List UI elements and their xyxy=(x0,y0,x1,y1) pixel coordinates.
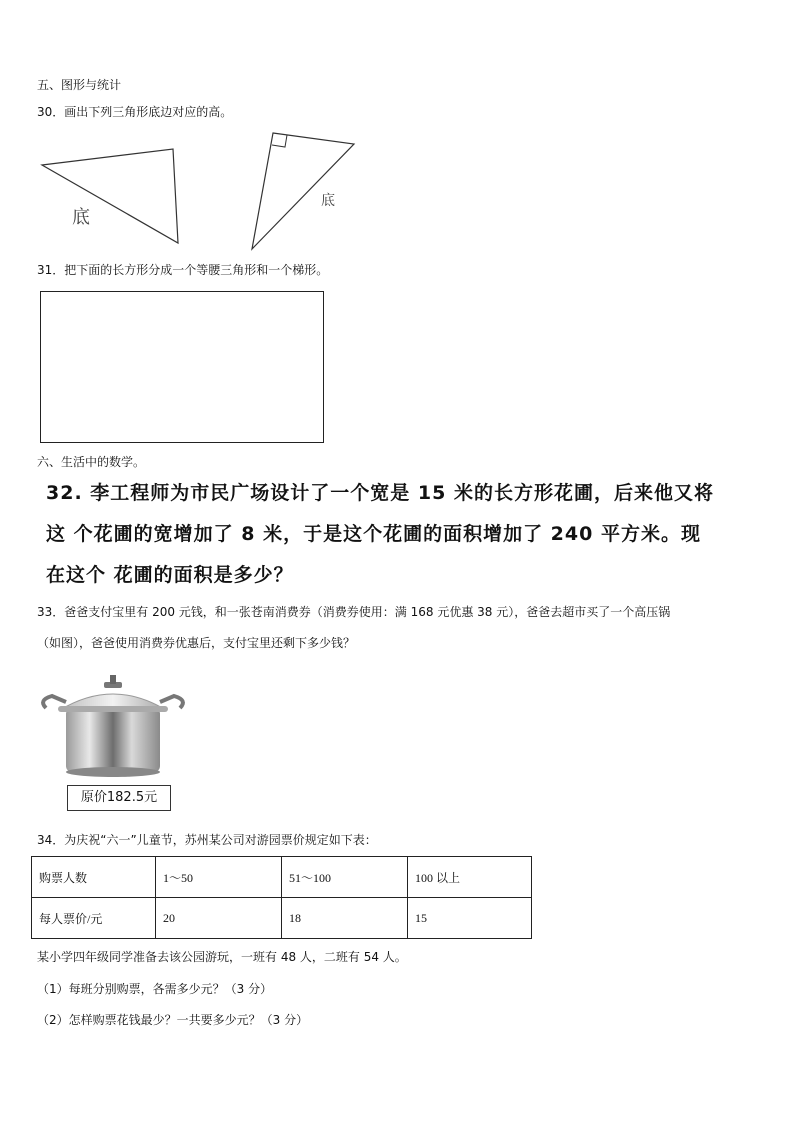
triangle-1-base-label: 底 xyxy=(72,207,90,228)
question-34-intro: 34．为庆祝“六一”儿童节，苏州某公司对游园票价规定如下表： xyxy=(37,833,377,847)
ticket-price-table xyxy=(31,856,532,939)
triangle-2-base-label: 底 xyxy=(321,193,335,209)
question-32-line-1: 32. 李工程师为市民广场设计了一个宽是 15 米的长方形花圃，后来他又将 xyxy=(46,482,714,504)
table-cell: 15 xyxy=(408,898,532,939)
question-30-text: 30．画出下列三角形底边对应的高。 xyxy=(37,105,233,119)
price-label-box: 原价182.5元 xyxy=(67,785,171,811)
table-cell: 购票人数 xyxy=(32,857,156,898)
table-cell: 每人票价/元 xyxy=(32,898,156,939)
question-34-description: 某小学四年级同学准备去该公园游玩，一班有 48 人，二班有 54 人。 xyxy=(37,950,407,964)
triangle-1 xyxy=(42,149,178,243)
question-30-triangles xyxy=(30,125,370,255)
question-32-line-3: 在这个 花圃的面积是多少？ xyxy=(46,564,294,586)
table-row xyxy=(32,898,532,939)
question-31-text: 31．把下面的长方形分成一个等腰三角形和一个梯形。 xyxy=(37,263,329,277)
question-32-line-2: 这 个花圃的宽增加了 8 米，于是这个花圃的面积增加了 240 平方米。现 xyxy=(46,523,701,545)
pressure-cooker-image xyxy=(38,670,188,785)
table-cell: 20 xyxy=(156,898,282,939)
right-angle-mark xyxy=(272,135,287,147)
table-cell: 51～100 xyxy=(282,857,408,898)
triangle-2 xyxy=(252,133,354,249)
section-6-title: 六、生活中的数学。 xyxy=(37,455,146,469)
question-34-sub-2: （2）怎样购票花钱最少？一共要多少元？（3 分） xyxy=(37,1013,309,1027)
table-row xyxy=(32,857,532,898)
question-33-line-2: （如图），爸爸使用消费券优惠后，支付宝里还剩下多少钱？ xyxy=(37,636,356,650)
table-cell: 18 xyxy=(282,898,408,939)
section-5-title: 五、图形与统计 xyxy=(37,78,122,92)
question-34-sub-1: （1）每班分别购票，各需多少元？（3 分） xyxy=(37,982,273,996)
question-33-line-1: 33．爸爸支付宝里有 200 元钱，和一张苍南消费券（消费券使用：满 168 元优惠 38 元），爸爸去超市买了一个高压锅 xyxy=(37,605,671,619)
table-cell: 100 以上 xyxy=(408,857,532,898)
table-cell: 1～50 xyxy=(156,857,282,898)
question-31-rectangle xyxy=(40,291,324,443)
